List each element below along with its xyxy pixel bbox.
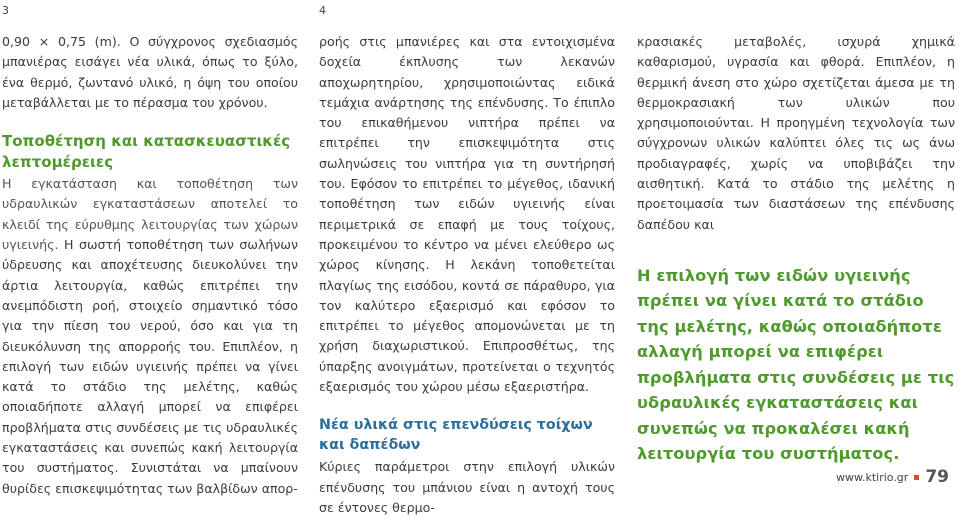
column-2 xyxy=(319,32,615,518)
page-footer xyxy=(836,467,949,487)
materials-continuation: κρασιακές μεταβολές, ισχυρά χημικά καθαρισμού, υγρασία και φθορά. Επιπλέον, η θερμική άνεση στο χώρο σχετίζεται άμεσα με τη θερμοκρασιακή των υλικών που χρησιμοποιούνται. Η προηγμένη τεχνολογία των σύγχρονων υλικών καλύπτει όλες τις ως άνω προδιαγραφές, χωρίς να υποβιβάζει την αισθητική. Κατά το στάδιο της μελέτης η προετοιμασία των διαστάσεων της επένδυσης δαπέδου και xyxy=(637,34,955,232)
column-3 xyxy=(637,32,955,467)
section-heading-installation: Τοποθέτηση και κατασκευαστικές λεπτομέρειες xyxy=(2,132,291,171)
footer-dot-icon xyxy=(914,475,919,480)
materials-lead: Κύριες παράμετροι στην επιλογή υλικών επένδυσης του μπάνιου είναι η αντοχή τους σε έντονες θερμο- xyxy=(319,459,615,515)
column-1 xyxy=(2,32,298,499)
section-heading-materials: Νέα υλικά στις επενδύσεις τοίχων και δαπέδων xyxy=(319,417,593,454)
footer-page-number: 79 xyxy=(925,467,949,487)
continuation-paragraph: ροής στις μπανιέρες και στα εντοιχισμένα δοχεία έκπλυσης των λεκανών αποχωρητηρίου, χρησιμοποιώντας ειδικά τεμάχια ανάρτησης της επένδυσης. Το έπιπλο του επικαθήμενου νιπτήρα πρέπει να επιτρέπει την επισκεψιμότητα στις σωληνώσεις του νιπτήρα για τη συντήρησή του. Εφόσον το επιτρέπει το μέγεθος, ιδανική τοποθέτηση των ειδών υγιεινής είναι περιμετρικά σε επαφή με τους τοίχους, προκειμένου το κέντρο να μένει ελεύθερο ως χώρος κίνησης. Η λεκάνη τοποθετείται πλαγίως της εισόδου, κοντά σε πάραθυρο, για τον καλύτερο εξαερισμό και εφόσον το επιτρέπει το μέγεθος απομονώνεται με τη χρήση διαχωριστικού. Επιπροσθέτως, της ύπαρξης ανοιγμάτων, προτείνεται ο τεχνητός εξαερισμός του χώρου μέσω εξαεριστήρα. xyxy=(319,34,615,395)
intro-paragraph: 0,90 × 0,75 (m). Ο σύγχρονος σχεδιασμός μπανιέρας εισάγει νέα υλικά, όπως το ξύλο, ένα θερμό, ζωντανό υλικό, η όψη του οποίου μεταβάλλεται με το πέρασμα του χρόνου. xyxy=(2,34,298,110)
installation-body: Η σωστή τοποθέτηση των σωλήνων ύδρευσης και αποχέτευσης διευκολύνει την άρτια λειτουργία, καθώς επιτρέπει την ανεμπόδιστη ροή, στοιχείο σημαντικό τόσο για την πίεση του νερού, όσο και για τη διευκόλυνση της απορροής του. Επιπλέον, η επιλογή των ειδών υγιεινής πρέπει να γίνει κατά το στάδιο της μελέτης, καθώς οποιαδήποτε αλλαγή μπορεί να επιφέρει προβλήματα στις συνδέσεις με τις υδραυλικές εγκαταστάσεις και συνεπώς κακή λειτουργία του συστήματος. Συνιστάται να μπαίνουν θυρίδες επισκεψιμότητας των βαλβίδων απορ- xyxy=(2,237,298,496)
installation-lead: Η εγκατάσταση και τοποθέτηση των υδραυλικών εγκαταστάσεων αποτελεί το κλειδί της εύρυθμης λειτουργίας των χώρων υγιεινής. xyxy=(2,176,298,253)
pull-quote: Η επιλογή των ειδών υγιεινής πρέπει να γίνει κατά το στάδιο της μελέτης, καθώς οποιαδήποτε αλλαγή μπορεί να επιφέρει προβλήματα στις συνδέσεις με τις υδραυλικές εγκαταστάσεις και συνεπώς να προκαλέσει κακή λειτουργία του συστήματος. xyxy=(637,265,955,464)
page-number-right: 4 xyxy=(319,4,326,17)
installation-paragraph xyxy=(2,174,298,499)
footer-url[interactable]: www.ktirio.gr xyxy=(835,470,909,484)
page-number-left: 3 xyxy=(2,4,9,17)
